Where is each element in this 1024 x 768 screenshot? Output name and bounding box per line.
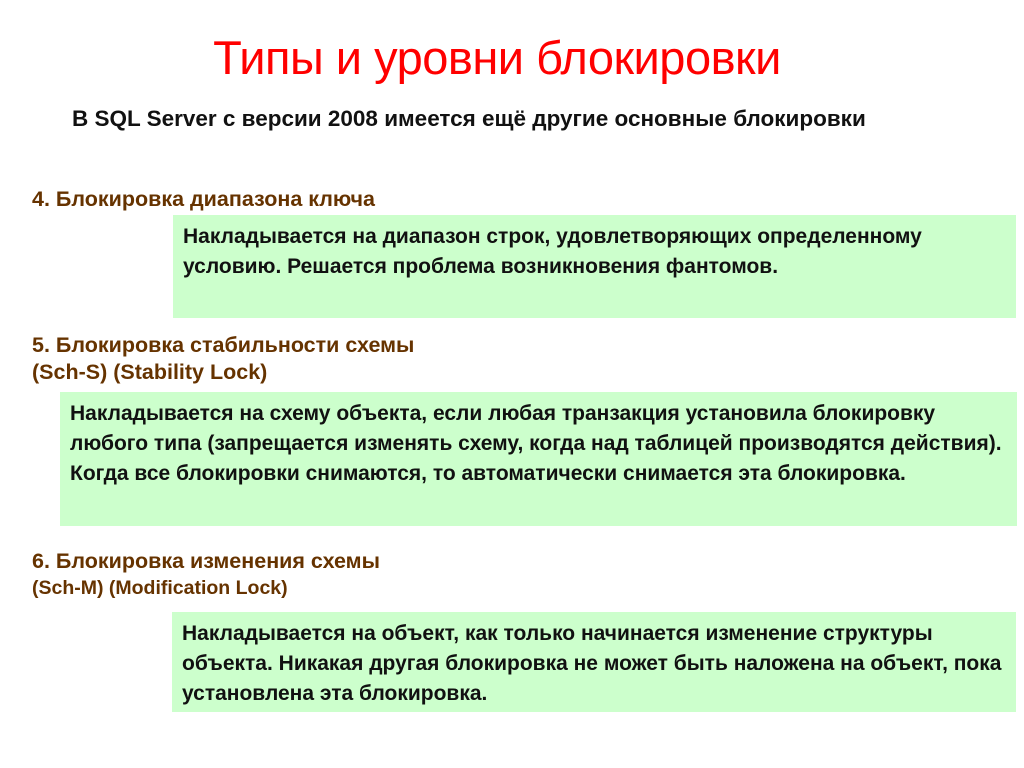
description-text: Накладывается на объект, как только начинается изменение структуры объекта. Никакая другая блокировка не может быть наложена на объект, пока установлена эта блокировка.	[182, 622, 1002, 705]
description-box-schema-modification	[172, 612, 1016, 712]
section-heading-text: 4. Блокировка диапазона ключа	[32, 187, 375, 211]
intro-text: В SQL Server с версии 2008 имеется ещё другие основные блокировки	[72, 106, 866, 131]
section-subheading-text: (Sch-S) (Stability Lock)	[32, 360, 268, 384]
section-subheading-text: (Sch-M) (Modification Lock)	[32, 577, 288, 599]
description-box-schema-stability	[60, 392, 1017, 526]
description-text: Накладывается на диапазон строк, удовлетворяющих определенному условию. Решается проблема возникновения фантомов.	[183, 225, 922, 278]
section-heading-key-range	[32, 186, 375, 213]
section-heading-text: 6. Блокировка изменения схемы	[32, 549, 380, 573]
description-text: Накладывается на схему объекта, если любая транзакция установила блокировку любого типа (запрещается изменять схему, когда над таблицей производятся действия). Когда все блокировки снимаются, то автоматически снимается эта блокировка.	[70, 402, 1002, 485]
section-heading-text: 5. Блокировка стабильности схемы	[32, 333, 415, 357]
section-heading-schema-modification	[32, 548, 380, 602]
description-box-key-range	[173, 215, 1016, 318]
section-heading-schema-stability	[32, 332, 414, 386]
slide-title: Типы и уровни блокировки	[213, 31, 781, 84]
